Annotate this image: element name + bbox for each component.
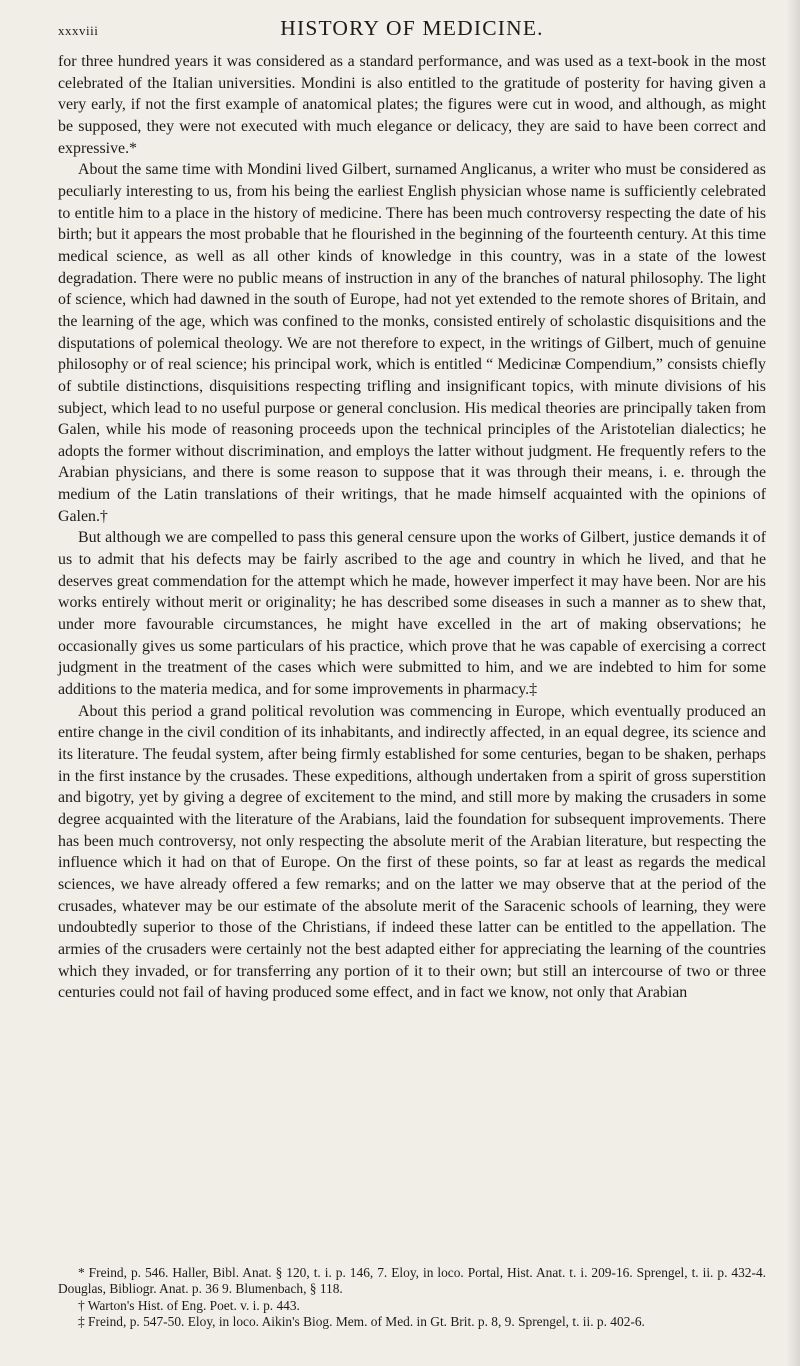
running-head xyxy=(58,14,766,44)
running-title: HISTORY OF MEDICINE. xyxy=(280,16,544,40)
footnote-1: * Freind, p. 546. Haller, Bibl. Anat. § 120, t. i. p. 146, 7. Eloy, in loco. Portal, Hist. Anat. t. i. 209-16. Sprengel, t. ii. p. 432-4. Douglas, Bibliogr. Anat. p. 36 9. Blumenbach, § 118. xyxy=(58,1265,766,1297)
page-edge-shadow xyxy=(786,0,800,1366)
paragraph-3: But although we are compelled to pass this general censure upon the works of Gilbert, justice demands it of us to admit that his defects may be fairly ascribed to the age and country in which he lived, and that he deserves great commendation for the attempt which he made, however imperfect it may have been. Nor are his works entirely without merit or originality; he has described some diseases in such a manner as to shew that, under more favourable circumstances, he might have excelled in the art of making observations; he occasionally gives us some particulars of his practice, which prove that he was capable of exercising a correct judgment in the treatment of the cases which were submitted to him, and we are indebted to him for some additions to the materia medica, and for some improvements in pharmacy.‡ xyxy=(58,529,766,699)
paragraph-4: About this period a grand political revolution was commencing in Europe, which eventually produced an entire change in the civil condition of its inhabitants, and indirectly affected, in an equal degree, its science and its literature. The feudal system, after being firmly established for some centuries, began to be shaken, perhaps in the first instance by the crusades. These expeditions, although undertaken from a spirit of gross superstition and bigotry, yet by giving a degree of excitement to the mind, and still more by making the crusaders in some degree acquainted with the literature of the Arabians, laid the foundation for subsequent improvements. There has been much controversy, not only respecting the absolute merit of the Arabian literature, but respecting the influence which it had on that of Europe. On the first of these points, so far at least as regards the medical sciences, we have already offered a few remarks; and on the latter we may observe that at the period of the crusades, whatever may be our estimate of the absolute merit of the Saracenic schools of learning, they were undoubtedly superior to those of the Christians, if indeed these latter can be entitled to the appellation. The armies of the crusaders were certainly not the best adapted either for appreciating the learning of the countries which they invaded, or for transferring any portion of it to their own; but still an intercourse of two or three centuries could not fail of having produced some effect, and in fact we know, not only that Arabian xyxy=(58,702,766,1002)
page-number: xxxviii xyxy=(58,23,99,38)
footnote-2: † Warton's Hist. of Eng. Poet. v. i. p. 443. xyxy=(78,1297,300,1313)
footnote-3: ‡ Freind, p. 547-50. Eloy, in loco. Aikin's Biog. Mem. of Med. in Gt. Brit. p. 8, 9. Sprengel, t. ii. p. 402-6. xyxy=(78,1314,645,1330)
paragraph-1: for three hundred years it was considered as a standard performance, and was used as a text-book in the most celebrated of the Italian universities. Mondini is also entitled to the gratitude of posterity for having given a very early, if not the first example of anatomical plates; the figures were cut in wood, and although, as might be supposed, they were not executed with much elegance or delicacy, they are said to have been correct and expressive.* xyxy=(58,53,766,157)
paragraph-2: About the same time with Mondini lived Gilbert, surnamed Anglicanus, a writer who must be considered as peculiarly interesting to us, from his being the earliest English physician whose name is sufficiently celebrated to entitle him to a place in the history of medicine. There has been much controversy respecting the date of his birth; but it appears the most probable that he flourished in the beginning of the fourteenth century. At this time medical science, as well as all other kinds of knowledge in this country, was in a state of the lowest degradation. There were no public means of instruction in any of the branches of natural philosophy. The light of science, which had dawned in the south of Europe, had not yet extended to the remote shores of Britain, and the learning of the age, which was confined to the monks, consisted entirely of scholastic disquisitions and the disputations of polemical theology. We are not therefore to expect, in the writings of Gilbert, much of genuine philosophy or of real science; his principal work, which is entitled “ Medicinæ Compendium,” consists chiefly of subtile distinctions, disquisitions respecting trifling and insignificant topics, with minute divisions of his subject, which lead to no useful purpose or general conclusion. His medical theories are principally taken from Galen, while his mode of reasoning proceeds upon the technical principles of the Aristotelian dialectics; he adopts the former without discrimination, and employs the latter without judgment. He frequently refers to the Arabian physicians, and there is some reason to suppose that it was through their means, i. e. through the medium of the Latin translations of their writings, that he made himself acquainted with the opinions of Galen.† xyxy=(58,161,766,525)
body-text xyxy=(58,51,766,1004)
footnotes xyxy=(58,1265,766,1331)
